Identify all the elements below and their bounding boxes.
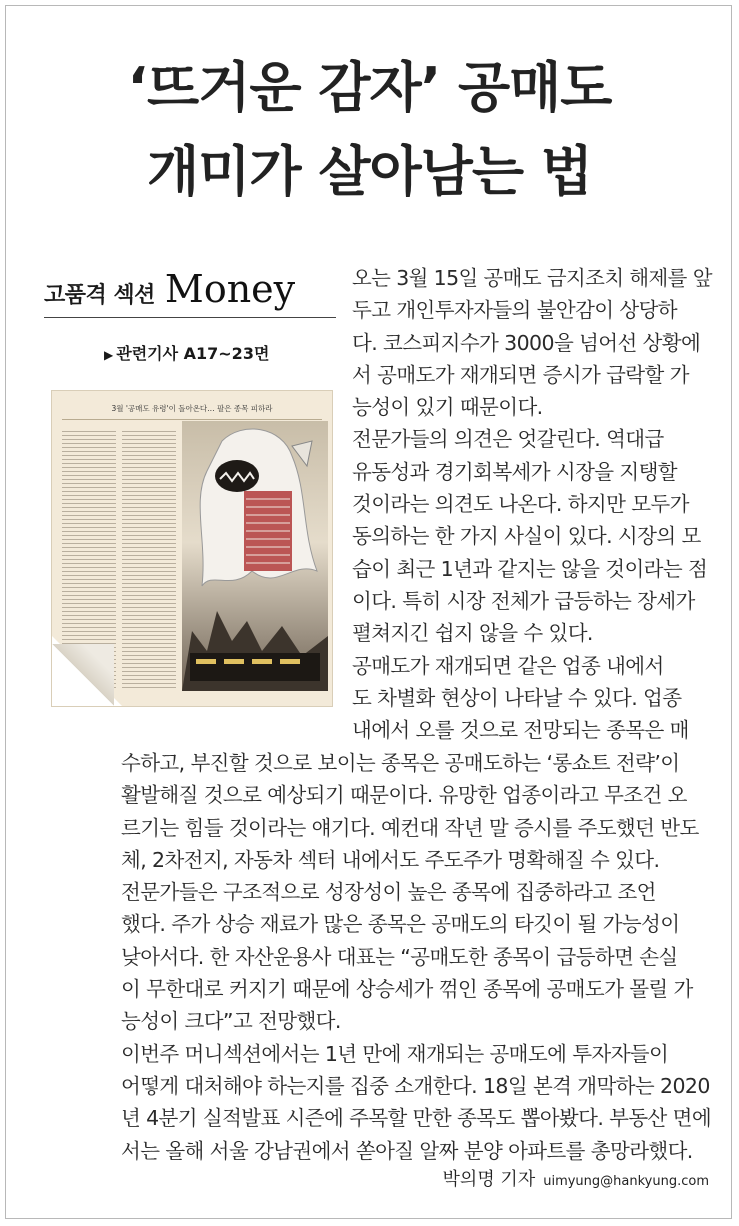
article-line: 전문가들의 의견은 엇갈린다. 역대급 bbox=[352, 427, 664, 452]
article-line: 체, 2차전지, 자동차 섹터 내에서도 주도주가 명확해질 수 있다. bbox=[121, 847, 660, 872]
article-line: 이다. 특히 시장 전체가 급등하는 장세가 bbox=[352, 588, 695, 613]
article-line: 유동성과 경기회복세가 시장을 지탱할 bbox=[352, 459, 677, 484]
related-articles-text: 관련기사 A17~23면 bbox=[116, 344, 270, 363]
newspaper-thumbnail bbox=[52, 391, 332, 706]
article-line: 어떻게 대처해야 하는지를 집중 소개한다. 18일 본격 개막하는 2020 bbox=[121, 1073, 710, 1098]
article-line: 년 4분기 실적발표 시즌에 주목할 만한 종목도 뽑아봤다. 부동산 면에 bbox=[121, 1106, 712, 1131]
article-line: 서 공매도가 재개되면 증시가 급락할 가 bbox=[352, 362, 689, 387]
article-line: 내에서 오를 것으로 전망되는 종목은 매 bbox=[352, 718, 689, 743]
reporter-email: uimyung@hankyung.com bbox=[543, 1174, 709, 1189]
article-line: 했다. 주가 상승 재료가 많은 종목은 공매도의 타깃이 될 가능성이 bbox=[121, 912, 680, 937]
thumbnail-text-column bbox=[122, 431, 176, 691]
headline-line-2: 개미가 살아남는 법 bbox=[147, 140, 592, 203]
article-line: 전문가들은 구조적으로 성장성이 높은 종목에 집중하라고 조언 bbox=[121, 880, 656, 905]
headline bbox=[0, 46, 739, 214]
byline bbox=[443, 1165, 709, 1191]
article-line: 능성이 있기 때문이다. bbox=[352, 395, 543, 420]
section-label-korean: 고품격 섹션 bbox=[44, 283, 155, 308]
article-line: 두고 개인투자자들의 불안감이 상당하 bbox=[352, 298, 677, 323]
article-line: 펼쳐지긴 쉽지 않을 수 있다. bbox=[352, 621, 593, 646]
triangle-arrow-icon: ▶ bbox=[104, 348, 114, 362]
article-line: 습이 최근 1년과 같지는 않을 것이라는 점 bbox=[352, 556, 708, 581]
thumbnail-headline: 3월 '공매도 유령'이 돌아온다… 팔은 종목 피하라 bbox=[62, 399, 322, 420]
article-line: 공매도가 재개되면 같은 업종 내에서 bbox=[352, 653, 664, 678]
article-line: 것이라는 의견도 나온다. 하지만 모두가 bbox=[352, 492, 689, 517]
article-line: 도 차별화 현상이 나타날 수 있다. 업종 bbox=[352, 685, 682, 710]
article-line: 이 무한대로 커지기 때문에 상승세가 꺾인 종목에 공매도가 몰릴 가 bbox=[121, 977, 693, 1002]
ghost-illustration-icon bbox=[182, 421, 328, 691]
reporter-name: 박의명 기자 bbox=[442, 1169, 536, 1190]
article-line: 수하고, 부진할 것으로 보이는 종목은 공매도하는 ‘롱쇼트 전략’이 bbox=[121, 751, 680, 775]
page-curl-shadow bbox=[52, 644, 114, 706]
article-line: 낮아서다. 한 자산운용사 대표는 “공매도한 종목이 급등하면 손실 bbox=[121, 944, 678, 969]
section-label-english: Money bbox=[164, 267, 296, 311]
article-line: 다. 코스피지수가 3000을 넘어선 상황에 bbox=[352, 330, 701, 355]
article-body-wide-column bbox=[121, 747, 712, 1167]
article-line: 이번주 머니섹션에서는 1년 만에 재개되는 공매도에 투자자들이 bbox=[121, 1041, 669, 1066]
article-body-narrow-column bbox=[352, 262, 712, 746]
thumbnail-ghost-illustration bbox=[182, 421, 328, 691]
article-line: 활발해질 것으로 예상되기 때문이다. 유망한 업종이라고 무조건 오 bbox=[121, 783, 687, 808]
article-line: 르기는 힘들 것이라는 얘기다. 예컨대 작년 말 증시를 주도했던 반도 bbox=[121, 815, 699, 840]
article-line: 능성이 크다”고 전망했다. bbox=[121, 1009, 341, 1034]
article-line: 동의하는 한 가지 사실이 있다. 시장의 모 bbox=[352, 524, 701, 549]
article-line: 오는 3월 15일 공매도 금지조치 해제를 앞 bbox=[352, 266, 712, 290]
related-articles-note bbox=[104, 341, 269, 364]
section-header bbox=[44, 267, 336, 318]
article-line: 서는 올해 서울 강남권에서 쏟아질 알짜 분양 아파트를 총망라했다. bbox=[121, 1138, 693, 1163]
headline-line-1: ‘뜨거운 감자’ 공매도 bbox=[127, 56, 612, 119]
